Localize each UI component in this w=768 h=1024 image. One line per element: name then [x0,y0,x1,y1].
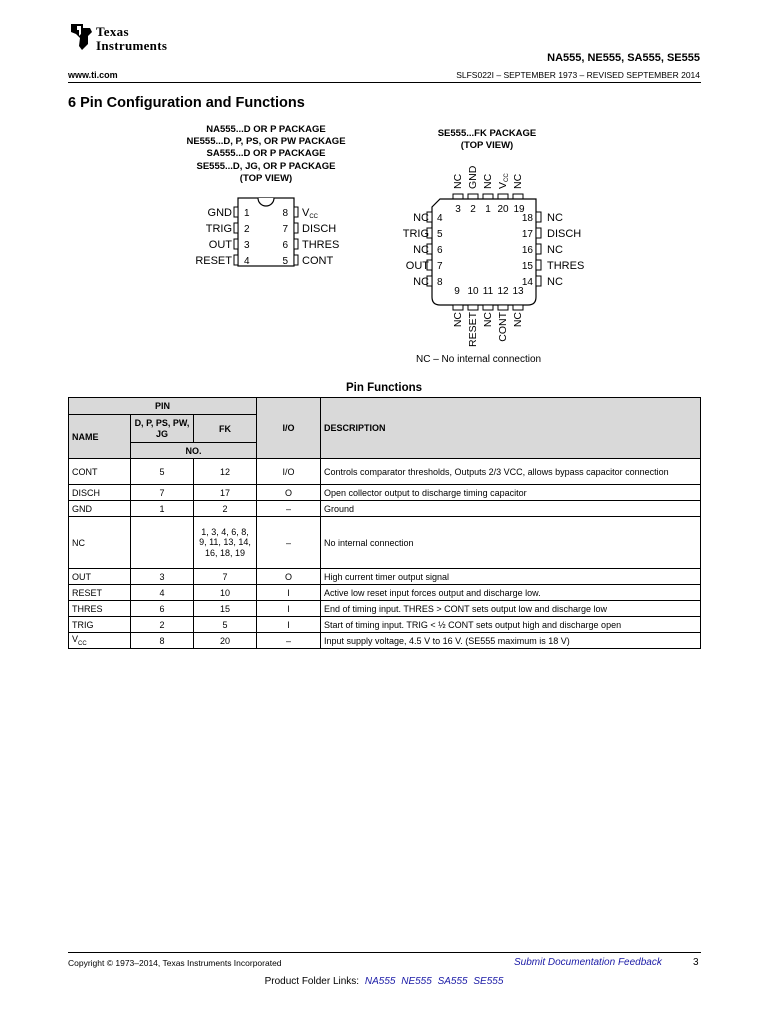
cell-fk: 2 [194,501,257,517]
pin-number: 12 [497,286,509,297]
header-rule [68,82,701,83]
pin-pad [498,194,508,199]
cell-dip [131,517,194,569]
fk-bottom-labels [452,311,524,347]
pin-number: 11 [482,286,494,297]
cell-name: THRES [69,601,131,617]
table-row [69,569,701,585]
pin-stub [234,207,238,217]
document-title: NA555, NE555, SA555, SE555 [547,52,700,64]
table-row [69,633,701,649]
pin-name: NC [512,173,524,189]
pin-number: 17 [521,229,533,240]
pin-stub [234,255,238,265]
cell-name-text: V [72,634,79,645]
pin-name: OUT [208,239,232,251]
header-dip: D, P, PS, PW, JG [131,415,194,443]
pin-pad [468,305,478,310]
pin-name: NC [452,312,464,328]
cell-name: CONT [69,459,131,485]
pin-pad [453,305,463,310]
cell-io: I [257,601,321,617]
dip-package-diagram [188,194,348,274]
dip-right-labels [302,207,339,267]
pin-pad [513,305,523,310]
header-pin: PIN [69,398,257,415]
pin-name: TRIG [205,223,232,235]
fk-top-labels [452,165,524,189]
header-no: NO. [131,443,257,459]
cell-io: – [257,633,321,649]
pin-number: 16 [521,245,533,256]
cell-fk: 20 [194,633,257,649]
pin-number: 8 [282,208,288,219]
pin-number: 13 [512,286,524,297]
pin-name: OUT [405,260,429,272]
cell-name-subscript: CC [78,640,87,647]
cell-fk: 17 [194,485,257,501]
cell-fk: 1, 3, 4, 6, 8, 9, 11, 13, 14, 16, 18, 19 [194,517,257,569]
pin-stub [294,223,298,233]
pin-name: NC [482,173,494,189]
cell-name: OUT [69,569,131,585]
pin-number: 8 [437,277,443,288]
pin-pad [513,194,523,199]
cell-name: RESET [69,585,131,601]
cell-dip: 1 [131,501,194,517]
pin-name: THRES [302,239,340,251]
pin-name: NC [547,212,563,224]
pin-name: RESET [467,312,479,348]
pin-stub [234,223,238,233]
pin-number: 6 [437,245,443,256]
pin-name: NC [413,212,429,224]
fk-top-pads [453,194,523,199]
pin-name: THRES [547,260,585,272]
cell-fk: 10 [194,585,257,601]
product-link-ne555[interactable]: NE555 [401,976,432,987]
caption-line: NA555...D OR P PACKAGE [206,124,326,135]
pin-functions-title: Pin Functions [345,382,423,394]
cell-dip: 6 [131,601,194,617]
cell-io: I [257,585,321,601]
document-id: SLFS022I – SEPTEMBER 1973 – REVISED SEPTEMBER 2014 [456,70,700,80]
pin-number: 10 [467,286,479,297]
pin-pad [453,194,463,199]
cell-dip: 4 [131,585,194,601]
pin-number: 2 [470,204,476,215]
table-row [69,485,701,501]
pin-name: NC [512,312,524,328]
cell-name-vcc [69,633,131,649]
pin-pad [536,276,541,286]
product-link-na555[interactable]: NA555 [364,976,396,987]
section-title: 6 Pin Configuration and Functions [68,95,305,111]
pin-number: 20 [497,204,509,215]
cell-fk: 7 [194,569,257,585]
cell-io: – [257,517,321,569]
cell-description: Controls comparator thresholds, Outputs 2/3 VCC, allows bypass capacitor connection [321,459,701,485]
pin-number: 2 [244,224,250,235]
cell-fk: 12 [194,459,257,485]
copyright: Copyright © 1973–2014, Texas Instruments Incorporated [68,958,282,968]
cell-io: O [257,569,321,585]
product-folder-links [0,976,768,987]
pin-number: 4 [244,256,250,267]
cell-description: No internal connection [321,517,701,569]
table-row [69,585,701,601]
cell-description: Start of timing input. TRIG < ½ CONT sets output high and discharge open [321,617,701,633]
pin-name: GND [207,207,232,219]
cell-description: High current timer output signal [321,569,701,585]
cell-dip: 7 [131,485,194,501]
pin-number: 7 [282,224,288,235]
pin-number: 19 [513,204,525,215]
pin-name: NC [482,312,494,328]
pin-name: DISCH [302,223,337,235]
pin-name: CONT [497,312,509,342]
pin-number: 1 [485,204,491,215]
pin-number: 3 [244,240,250,251]
pin-name: NC [413,244,429,256]
logo-line2: Instruments [96,38,168,53]
pin-number: 3 [455,204,461,215]
cell-dip: 8 [131,633,194,649]
pin-name: GND [467,165,479,189]
pin-number: 5 [437,229,443,240]
cell-io: I/O [257,459,321,485]
caption-line: (TOP VIEW) [239,172,293,184]
pin-pad [536,228,541,238]
pin-pad [536,260,541,270]
pin-number: 6 [282,240,288,251]
cell-io: – [257,501,321,517]
cell-dip: 5 [131,459,194,485]
cell-io: O [257,485,321,501]
site-link[interactable]: www.ti.com [68,70,118,80]
pin-pad [498,305,508,310]
pin-number: 4 [437,213,443,224]
cell-description: Input supply voltage, 4.5 V to 16 V. (SE555 maximum is 18 V) [321,633,701,649]
submit-feedback-link[interactable]: Submit Documentation Feedback [514,957,662,968]
pin-number: 18 [521,213,533,224]
cell-description: Open collector output to discharge timing capacitor [321,485,701,501]
caption-line: NE555...D, P, PS, OR PW PACKAGE [186,136,346,148]
pin-name: RESET [195,255,232,267]
pin-number: 14 [521,277,533,288]
cell-description: End of timing input. THRES > CONT sets output low and discharge low [321,601,701,617]
page-number: 3 [693,957,699,968]
caption-line: SE555...FK PACKAGE [437,128,537,139]
pin-number: 15 [521,261,533,272]
cell-fk: 15 [194,601,257,617]
dip-left-pins [234,207,238,265]
cell-name: TRIG [69,617,131,633]
pin-name: NC [547,244,563,256]
pin-name: DISCH [547,228,582,240]
cell-name: DISCH [69,485,131,501]
pin-number: 5 [282,256,288,267]
pin-pad [536,244,541,254]
pin-name: NC [413,276,429,288]
pin-pad [536,212,541,222]
table-row [69,601,701,617]
product-links-label: Product Folder Links: [264,976,360,987]
caption-line: SE555...D, JG, OR P PACKAGE [196,160,336,172]
pin-pad [483,194,493,199]
pin-number: 7 [437,261,443,272]
fk-right-pads [536,212,541,286]
dip-left-labels [195,207,232,267]
pin-functions-table [68,397,701,649]
table-row [69,501,701,517]
cell-dip: 3 [131,569,194,585]
product-link-se555[interactable]: SE555 [473,976,504,987]
fk-package-diagram [396,160,596,356]
pin-pad [468,194,478,199]
header-fk: FK [194,415,257,443]
caption-line: SA555...D OR P PACKAGE [206,148,326,160]
fk-right-labels [547,212,584,288]
pin-pad [483,305,493,310]
pin-name: TRIG [402,228,429,240]
pin-name: NC [452,173,464,189]
cell-fk: 5 [194,617,257,633]
cell-dip: 2 [131,617,194,633]
cell-io: I [257,617,321,633]
cell-description: Active low reset input forces output and discharge low. [321,585,701,601]
pin-stub [294,255,298,265]
pin-name: NC [547,276,563,288]
fk-left-labels [403,212,430,288]
dip-package-caption [168,124,364,185]
nc-note: NC – No internal connection [416,354,542,365]
pin-number: 9 [454,286,460,297]
cell-name: GND [69,501,131,517]
pin-stub [234,239,238,249]
table-row [69,517,701,569]
logo-line1: Texas [96,24,129,39]
table-row [69,459,701,485]
dip-right-pins [294,207,298,265]
pin-name-vcc: VCC [302,207,319,220]
pin-name: CONT [302,255,334,267]
cell-name: NC [69,517,131,569]
footer-rule [68,952,701,953]
header-name: NAME [69,415,131,459]
fk-bottom-pads [453,305,523,310]
table-row [69,617,701,633]
pin-stub [294,207,298,217]
pin-stub [294,239,298,249]
fk-package-caption [412,128,562,152]
header-description: DESCRIPTION [321,398,701,459]
caption-line: (TOP VIEW) [460,140,514,152]
cell-description: Ground [321,501,701,517]
ti-logo-icon [68,22,94,52]
pin-number: 1 [244,208,250,219]
ti-logo [68,20,188,56]
pin-name-vcc: VCC [497,173,510,189]
product-link-sa555[interactable]: SA555 [437,976,468,987]
header-io: I/O [257,398,321,459]
